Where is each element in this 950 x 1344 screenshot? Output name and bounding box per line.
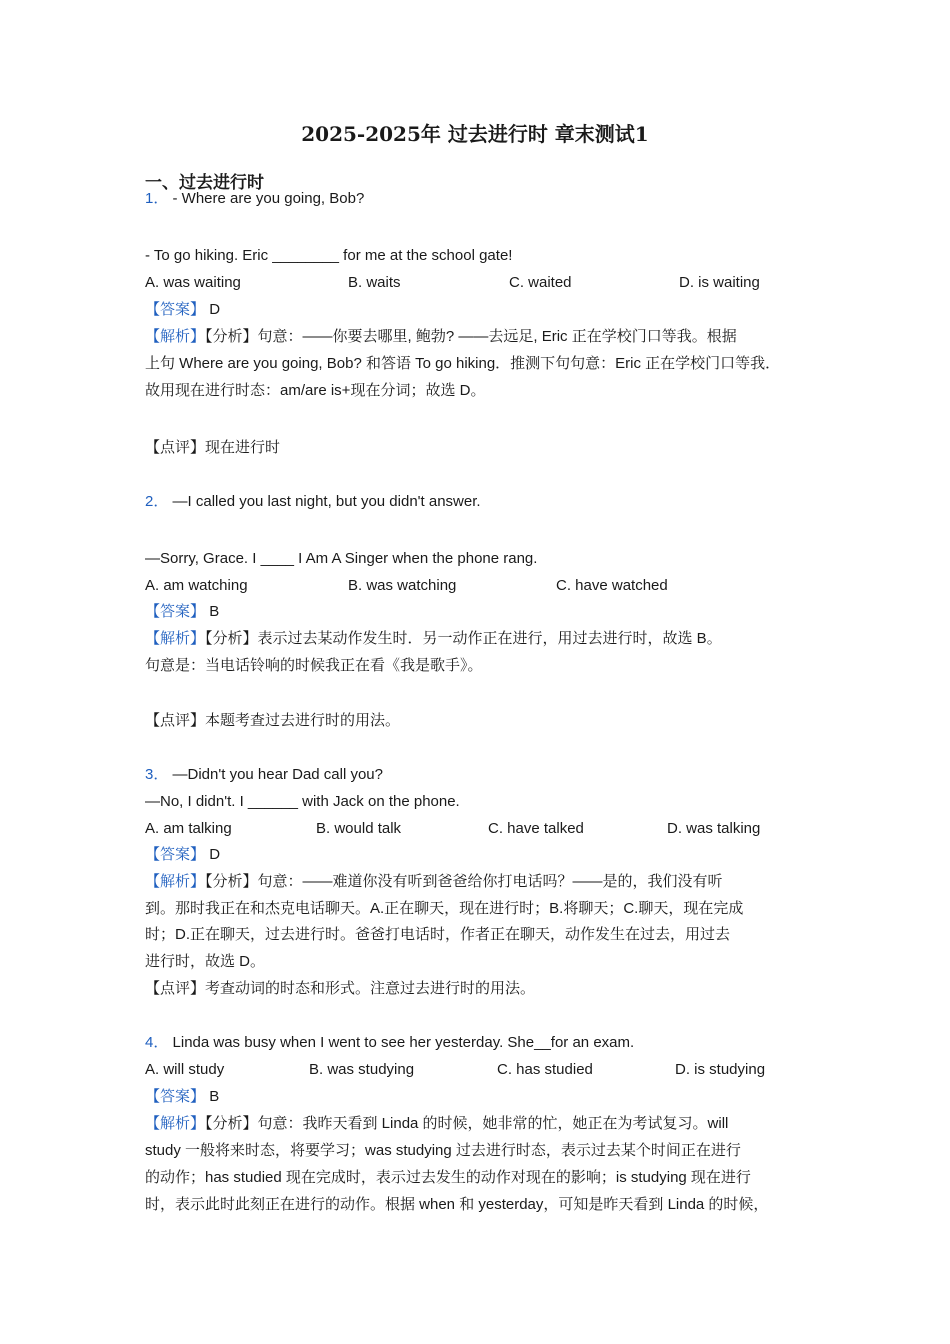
analysis-line: 上句 Where are you going, Bob? 和答语 To go hiking．推测下句句意：Eric 正在学校门口等我． [145, 355, 781, 372]
analysis-line: 的动作；has studied 现在完成时，表示过去发生的动作对现在的影响；is studying 现在进行 [145, 1169, 751, 1186]
answer-line [145, 602, 219, 622]
option-b: B. was studying [309, 1061, 415, 1078]
answer-label: 【答案】 [145, 1088, 206, 1105]
question-text: —Didn't you hear Dad call you? [172, 766, 383, 783]
option-d: D. is studying [675, 1061, 766, 1078]
analysis-line: study 一般将来时态，将要学习；was studying 过去进行时态，表示过去某个时间正在进行 [145, 1142, 741, 1159]
analysis-text: 【分析】表示过去某动作发生时．另一动作正在进行，用过去进行时，故选 B。 [205, 630, 722, 647]
option-b: B. was watching [348, 577, 457, 594]
analysis-line [145, 327, 737, 347]
analysis-label: 【解析】 [145, 873, 206, 890]
option-d: D. is waiting [679, 274, 760, 291]
analysis-line: 时，表示此时此刻正在进行的动作。根据 when 和 yesterday，可知是昨天看到 Linda 的时候， [145, 1196, 769, 1213]
answer-label: 【答案】 [145, 301, 206, 318]
analysis-line: 进行时，故选 D。 [145, 953, 266, 970]
option-a: A. am watching [145, 577, 248, 594]
answer-value: D [209, 301, 221, 318]
analysis-text: 【分析】句意：——难道你没有听到爸爸给你打电话吗？——是的，我们没有听 [205, 873, 723, 890]
comment-line: 【点评】考查动词的时态和形式。注意过去进行时的用法。 [145, 980, 536, 997]
comment-line: 【点评】现在进行时 [145, 439, 281, 456]
option-a: A. am talking [145, 820, 232, 837]
option-d: D. was talking [667, 820, 761, 837]
option-b: B. waits [348, 274, 401, 291]
option-c: C. have talked [488, 820, 584, 837]
comment-line: 【点评】本题考查过去进行时的用法。 [145, 712, 401, 729]
analysis-line [145, 1114, 728, 1134]
question-2-stem-2: —Sorry, Grace. I ____ I Am A Singer when the phone rang. [145, 550, 538, 567]
analysis-line [145, 872, 723, 892]
question-number: 3． [145, 766, 169, 783]
question-3-stem-2: —No, I didn't. I ______ with Jack on the phone. [145, 793, 460, 810]
option-c: C. waited [509, 274, 572, 291]
analysis-label: 【解析】 [145, 328, 206, 345]
answer-value: B [209, 603, 220, 620]
answer-value: B [209, 1088, 220, 1105]
option-b: B. would talk [316, 820, 402, 837]
question-2-stem [145, 492, 481, 512]
analysis-label: 【解析】 [145, 630, 206, 647]
answer-line [145, 300, 220, 320]
option-a: A. was waiting [145, 274, 241, 291]
question-4-stem [145, 1033, 634, 1053]
question-text: - Where are you going, Bob? [172, 190, 365, 207]
analysis-line: 句意是：当电话铃响的时候我正在看《我是歌手》。 [145, 657, 483, 674]
analysis-line: 时；D.正在聊天，过去进行时。爸爸打电话时，作者正在聊天，动作发生在过去，用过去 [145, 926, 731, 943]
analysis-line: 故用现在进行时态：am/are is+现在分词；故选 D。 [145, 382, 486, 399]
question-number: 4． [145, 1034, 169, 1051]
answer-line [145, 845, 220, 865]
answer-label: 【答案】 [145, 603, 206, 620]
analysis-label: 【解析】 [145, 1115, 206, 1132]
analysis-text: 【分析】句意：我昨天看到 Linda 的时候，她非常的忙，她正在为考试复习。will [205, 1115, 729, 1132]
question-1-stem [145, 189, 364, 209]
page-title: 2025-2025年 过去进行时 章末测试1 [301, 122, 649, 146]
question-number: 2． [145, 493, 169, 510]
question-3-stem [145, 765, 383, 785]
question-text: Linda was busy when I went to see her yesterday. She__for an exam. [172, 1034, 635, 1051]
option-c: C. have watched [556, 577, 668, 594]
analysis-line [145, 629, 722, 649]
analysis-text: 【分析】句意：——你要去哪里, 鲍勃? ——去远足, Eric 正在学校门口等我。根据 [205, 328, 737, 345]
analysis-line: 到。那时我正在和杰克电话聊天。A.正在聊天，现在进行时；B.将聊天；C.聊天，现在完成 [145, 900, 744, 917]
answer-value: D [209, 846, 221, 863]
option-c: C. has studied [497, 1061, 593, 1078]
question-text: —I called you last night, but you didn't answer. [172, 493, 481, 510]
answer-label: 【答案】 [145, 846, 206, 863]
answer-line [145, 1087, 219, 1107]
section-heading: 一、过去进行时 [145, 173, 264, 192]
option-a: A. will study [145, 1061, 225, 1078]
question-number: 1． [145, 190, 169, 207]
question-1-stem-2: - To go hiking. Eric ________ for me at the school gate! [145, 247, 513, 264]
